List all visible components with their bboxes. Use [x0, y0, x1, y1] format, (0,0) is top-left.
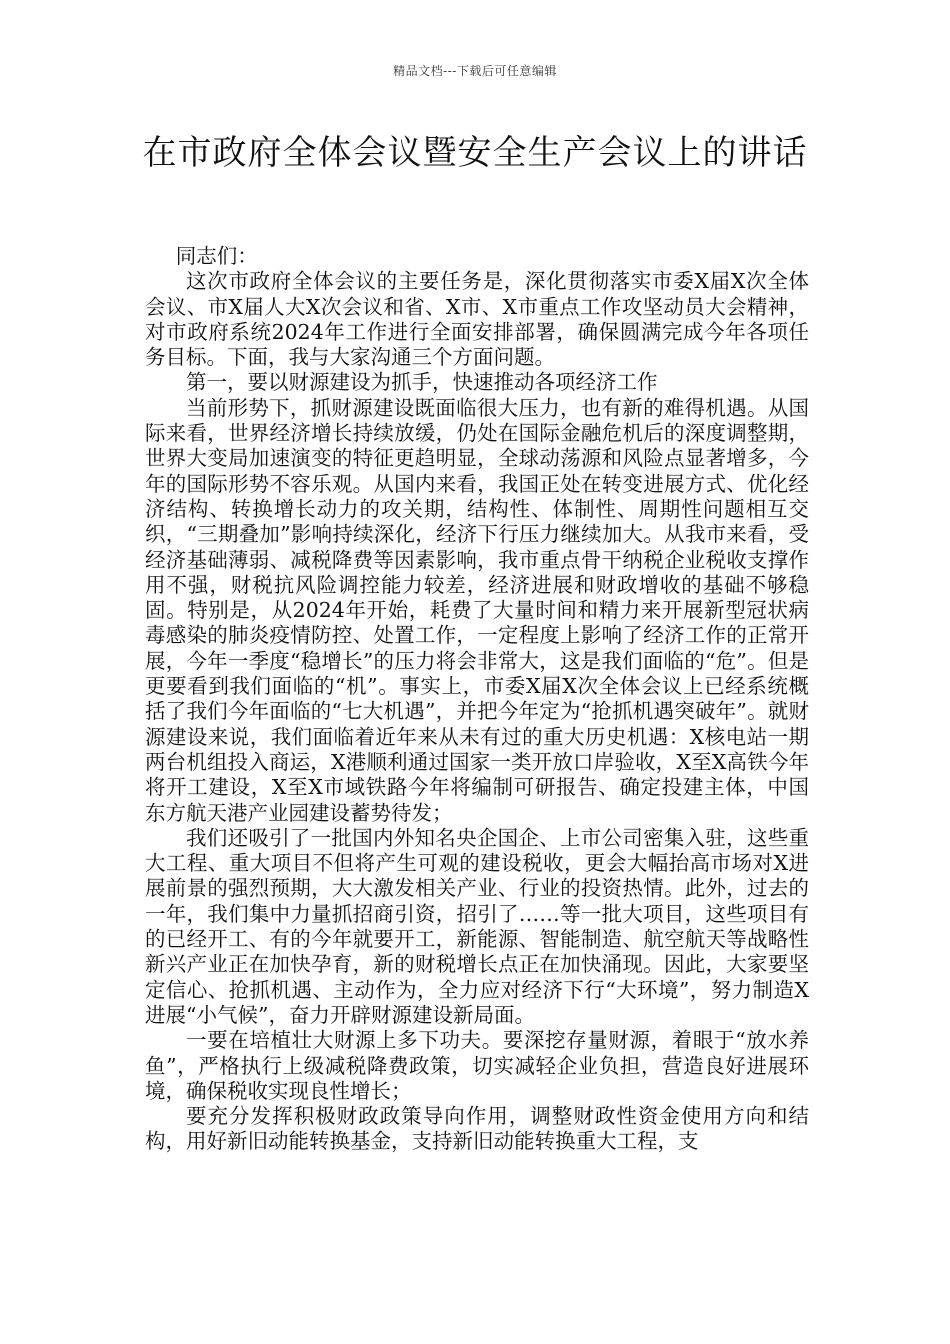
salutation: 同志们：	[175, 244, 258, 268]
paragraph: 我们还吸引了一批国内外知名央企国企、上市公司密集入驻，这些重大工程、重大项目不但将产生可观的建设税收，更会大幅抬高市场对X进展前景的强烈预期，大大激发相关产业、行业的投资热情。此外，过去的一年，我们集中力量抓招商引资，招引了……等一批大项目，这些项目有的已经开工、有的今年就要开工，新能源、智能制造、航空航天等战略性新兴产业正在加快孕育，新的财税增长点正在加快涌现。因此，大家要坚定信心、抢抓机遇、主动作为，全力应对经济下行“大环境”，努力制造X进展“小气候”，奋力开辟财源建设新局面。	[145, 825, 809, 1027]
paragraph: 一要在培植壮大财源上多下功夫。要深挖存量财源，着眼于“放水养鱼”，严格执行上级减税降费政策，切实减轻企业负担，营造良好进展环境，确保税收实现良性增长；	[145, 1028, 809, 1103]
document-title: 在市政府全体会议暨安全生产会议上的讲话	[142, 133, 808, 173]
section-heading: 第一，要以财源建设为抓手，快速推动各项经济工作	[186, 370, 658, 395]
header-note: 精品文档---下载后可任意编辑	[393, 64, 557, 78]
paragraph: 要充分发挥积极财政政策导向作用，调整财政性资金使用方向和结构，用好新旧动能转换基金，支持新旧动能转换重大工程，支	[145, 1104, 809, 1154]
document-body	[145, 244, 809, 1155]
paragraph: 当前形势下，抓财源建设既面临很大压力，也有新的难得机遇。从国际来看，世界经济增长持续放缓，仍处在国际金融危机后的深度调整期，世界大变局加速演变的特征更趋明显，全球动荡源和风险点显著增多，今年的国际形势不容乐观。从国内来看，我国正处在转变进展方式、优化经济结构、转换增长动力的攻关期，结构性、体制性、周期性问题相互交织，“三期叠加”影响持续深化，经济下行压力继续加大。从我市来看，受经济基础薄弱、减税降费等因素影响，我市重点骨干纳税企业税收支撑作用不强，财税抗风险调控能力较差，经济进展和财政增收的基础不够稳固。特别是，从2024年开始，耗费了大量时间和精力来开展新型冠状病毒感染的肺炎疫情防控、处置工作，一定程度上影响了经济工作的正常开展，今年一季度“稳增长”的压力将会非常大，这是我们面临的“危”。但是更要看到我们面临的“机”。事实上，市委X届X次全体会议上已经系统概括了我们今年面临的“七大机遇”，并把今年定为“抢抓机遇突破年”。就财源建设来说，我们面临着近年来从未有过的重大历史机遇：X核电站一期两台机组投入商运，X港顺利通过国家一类开放口岸验收，X至X高铁今年将开工建设，X至X市域铁路今年将编制可研报告、确定投建主体，中国东方航天港产业园建设蓄势待发；	[145, 395, 809, 825]
paragraph: 这次市政府全体会议的主要任务是，深化贯彻落实市委X届X次全体会议、市X届人大X次会议和省、X市、X市重点工作攻坚动员大会精神，对市政府系统2024年工作进行全面安排部署，确保圆满完成今年各项任务目标。下面，我与大家沟通三个方面问题。	[145, 269, 809, 370]
